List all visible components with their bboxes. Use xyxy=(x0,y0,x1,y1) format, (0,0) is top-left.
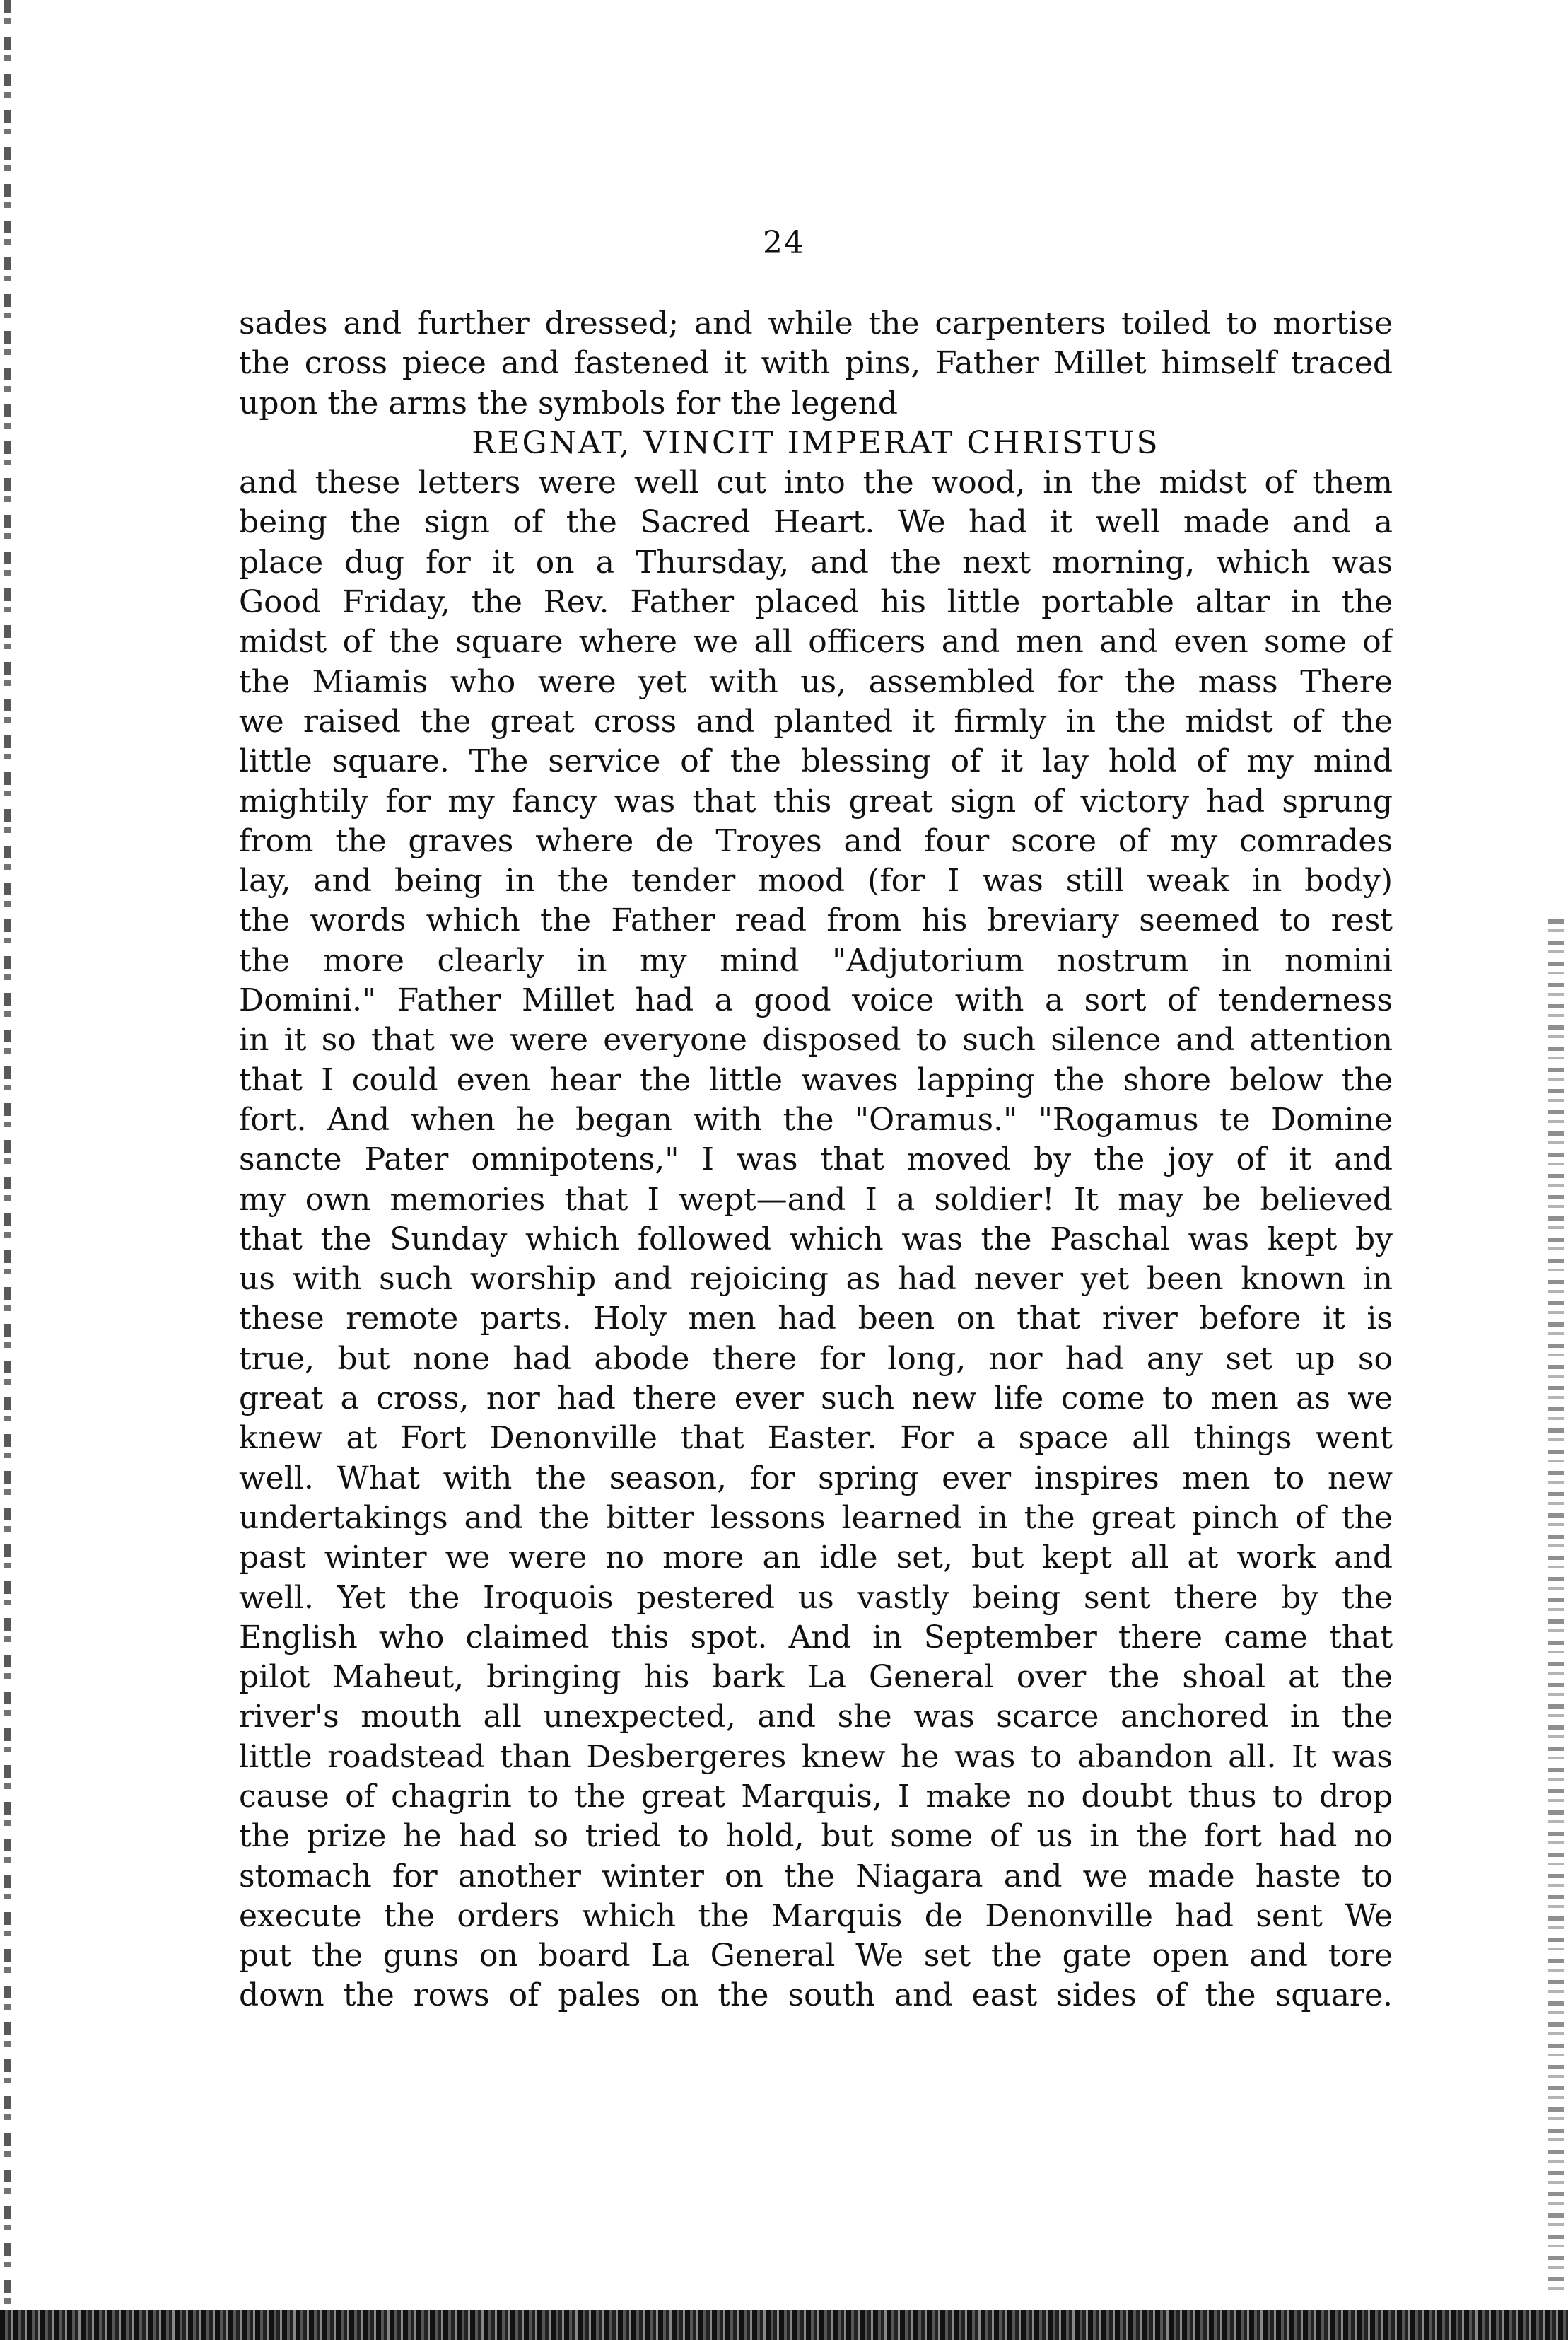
bottom-edge-artifact xyxy=(0,2310,1568,2340)
text-line: the cross piece and fastened it with pins, Father Millet himself traced xyxy=(239,345,1393,382)
text-line: and these letters were well cut into the wood, in the midst of them xyxy=(239,465,1393,501)
text-line: well. Yet the Iroquois pestered us vastly being sent there by the xyxy=(239,1579,1393,1616)
text-line: execute the orders which the Marquis de Denonville had sent We xyxy=(239,1897,1393,1934)
text-line: sades and further dressed; and while the carpenters toiled to mortise xyxy=(239,305,1393,342)
text-line: my own memories that I wept—and I a soldier! It may be believed xyxy=(239,1181,1393,1218)
text-line: midst of the square where we all officers and men and even some of xyxy=(239,624,1393,660)
text-line: sancte Pater omnipotens," I was that moved by the joy of it and xyxy=(239,1141,1393,1178)
text-line: the more clearly in my mind "Adjutorium nostrum in nomini xyxy=(239,942,1393,979)
text-line: these remote parts. Holy men had been on that river before it is xyxy=(239,1300,1393,1337)
text-line: us with such worship and rejoicing as had never yet been known in xyxy=(239,1261,1393,1298)
text-line: little roadstead than Desbergeres knew he was to abandon all. It was xyxy=(239,1738,1393,1775)
text-line: true, but none had abode there for long, nor had any set up so xyxy=(239,1340,1393,1377)
text-line: Domini." Father Millet had a good voice with a sort of tenderness xyxy=(239,982,1393,1019)
text-line: mightily for my fancy was that this great sign of victory had sprung xyxy=(239,783,1393,820)
text-line: past winter we were no more an idle set, but kept all at work and xyxy=(239,1539,1393,1576)
text-line: the Miamis who were yet with us, assembled for the mass There xyxy=(239,663,1393,700)
binding-edge-artifact xyxy=(4,0,11,2340)
text-line: little square. The service of the blessing of it lay hold of my mind xyxy=(239,743,1393,780)
text-line: the prize he had so tried to hold, but some of us in the fort had no xyxy=(239,1818,1393,1855)
text-line: from the graves where de Troyes and four score of my comrades xyxy=(239,822,1393,859)
text-line: river's mouth all unexpected, and she was scarce anchored in the xyxy=(239,1699,1393,1735)
text-line: place dug for it on a Thursday, and the next morning, which was xyxy=(239,544,1393,581)
text-line: great a cross, nor had there ever such new life come to men as we xyxy=(239,1380,1393,1417)
legend-heading: REGNAT, VINCIT IMPERAT CHRISTUS xyxy=(472,424,1160,461)
text-line: that the Sunday which followed which was the Paschal was kept by xyxy=(239,1221,1393,1257)
text-line: that I could even hear the little waves lapping the shore below the xyxy=(239,1061,1393,1098)
text-line: Good Friday, the Rev. Father placed his little portable altar in the xyxy=(239,584,1393,621)
text-line: pilot Maheut, bringing his bark La General over the shoal at the xyxy=(239,1659,1393,1696)
text-line: put the guns on board La General We set the gate open and tore xyxy=(239,1938,1393,1974)
text-line: down the rows of pales on the south and east sides of the square. xyxy=(239,1977,1393,2014)
page-number: 24 xyxy=(763,225,805,261)
text-line: knew at Fort Denonville that Easter. For a space all things went xyxy=(239,1420,1393,1457)
text-line: cause of chagrin to the great Marquis, I make no doubt thus to drop xyxy=(239,1778,1393,1815)
page-edge-artifact xyxy=(1548,919,1564,2298)
text-line: being the sign of the Sacred Heart. We had it well made and a xyxy=(239,504,1393,541)
text-line: well. What with the season, for spring ever inspires men to new xyxy=(239,1460,1393,1496)
body-text xyxy=(239,304,1393,2016)
text-line: in it so that we were everyone disposed to such silence and attention xyxy=(239,1022,1393,1059)
text-line: lay, and being in the tender mood (for I was still weak in body) xyxy=(239,863,1393,900)
text-line: upon the arms the symbols for the legend xyxy=(239,385,899,421)
text-line: we raised the great cross and planted it firmly in the midst of the xyxy=(239,703,1393,740)
text-line: fort. And when he began with the "Oramus." "Rogamus te Domine xyxy=(239,1101,1393,1138)
text-line: the words which the Father read from his breviary seemed to rest xyxy=(239,902,1393,939)
text-line: undertakings and the bitter lessons learned in the great pinch of the xyxy=(239,1499,1393,1536)
text-line: English who claimed this spot. And in September there came that xyxy=(239,1619,1393,1655)
text-line: stomach for another winter on the Niagara and we made haste to xyxy=(239,1858,1393,1894)
